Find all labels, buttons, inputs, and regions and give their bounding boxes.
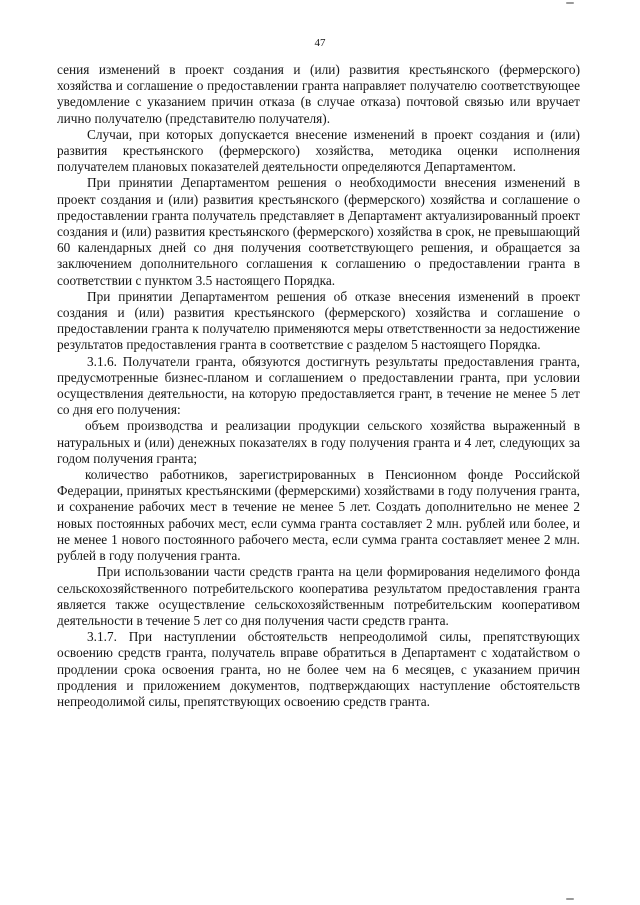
document-body [57, 62, 580, 710]
paragraph-clause-3-1-7: 3.1.7. При наступлении обстоятельств непреодолимой силы, препятствующих освоению средств гранта, получатель вправе обратиться в Департамент с ходатайством о продлении срока освоения гранта, но не более чем на 6 месяцев, с указанием причин продления и приложением документов, подтверждающих наступление обстоятельств непреодолимой силы, препятствующих освоению средств гранта. [57, 629, 580, 709]
paragraph-decision-needed: При принятии Департаментом решения о необходимости внесения изменений в проект создания и (или) развития крестьянского (фермерского) хозяйства и соглашение о предоставлении гранта получатель представляет в Департамент актуализированный проект создания и (или) развития крестьянского (фермерского) хозяйства в срок, не превышающий 60 календарных дней со дня получения соответствующего решения, и обращается за заключением дополнительного соглашения к соглашению о предоставлении гранта в соответствии с пунктом 3.5 настоящего Порядка. [57, 175, 580, 288]
paragraph-cooperative-fund: При использовании части средств гранта на цели формирования неделимого фонда сельскохозяйственного потребительского кооператива результатом предоставления гранта является также осуществление сельскохозяйственным потребительским кооперативом деятельности в течение 5 лет со дня получения части средств гранта. [57, 564, 580, 628]
scan-mark [566, 2, 574, 4]
scan-mark [566, 898, 574, 900]
paragraph-change-cases: Случаи, при которых допускается внесение изменений в проект создания и (или) развития крестьянского (фермерского) хозяйства, методика оценки исполнения получателем плановых показателей деятельности определяются Департаментом. [57, 126, 580, 175]
paragraph-decision-refusal: При принятии Департаментом решения об отказе внесения изменений в проект создания и (или) развития крестьянского (фермерского) хозяйства и соглашение о предоставлении гранта к получателю применяются меры ответственности за недостижение результатов предоставления гранта в соответствие с разделом 5 настоящего Порядка. [57, 288, 580, 353]
paragraph-continuation: сения изменений в проект создания и (или) развития крестьянского (фермерского) хозяйства и соглашение о предоставлении гранта направляет получателю соответствующее уведомление с указанием причин отказа (в случае отказа) почтовой связью или вручает лично получателю (представителю получателя). [57, 62, 580, 126]
paragraph-employee-count: количество работников, зарегистрированных в Пенсионном фонде Российской Федерации, принятых крестьянскими (фермерскими) хозяйствами в году получения гранта, и сохранение рабочих мест в течение не менее 5 лет. Создать дополнительно не менее 2 новых постоянных рабочих мест, если сумма гранта составляет 2 млн. рублей или более, и не менее 1 нового постоянного рабочего места, если сумма гранта составляет менее 2 млн. рублей в году получения гранта. [57, 467, 580, 564]
page-number: 47 [314, 37, 326, 49]
paragraph-clause-3-1-6: 3.1.6. Получатели гранта, обязуются достигнуть результаты предоставления гранта, предусмотренные бизнес-планом и соглашением о предоставлении гранта, при условии осуществления деятельности, на которую предоставляется грант, в течение не менее 5 лет со дня его получения: [57, 353, 580, 418]
paragraph-production-volume: объем производства и реализации продукции сельского хозяйства выраженный в натуральных и (или) денежных показателях в году получения гранта и 4 лет, следующих за годом получения гранта; [57, 418, 580, 466]
